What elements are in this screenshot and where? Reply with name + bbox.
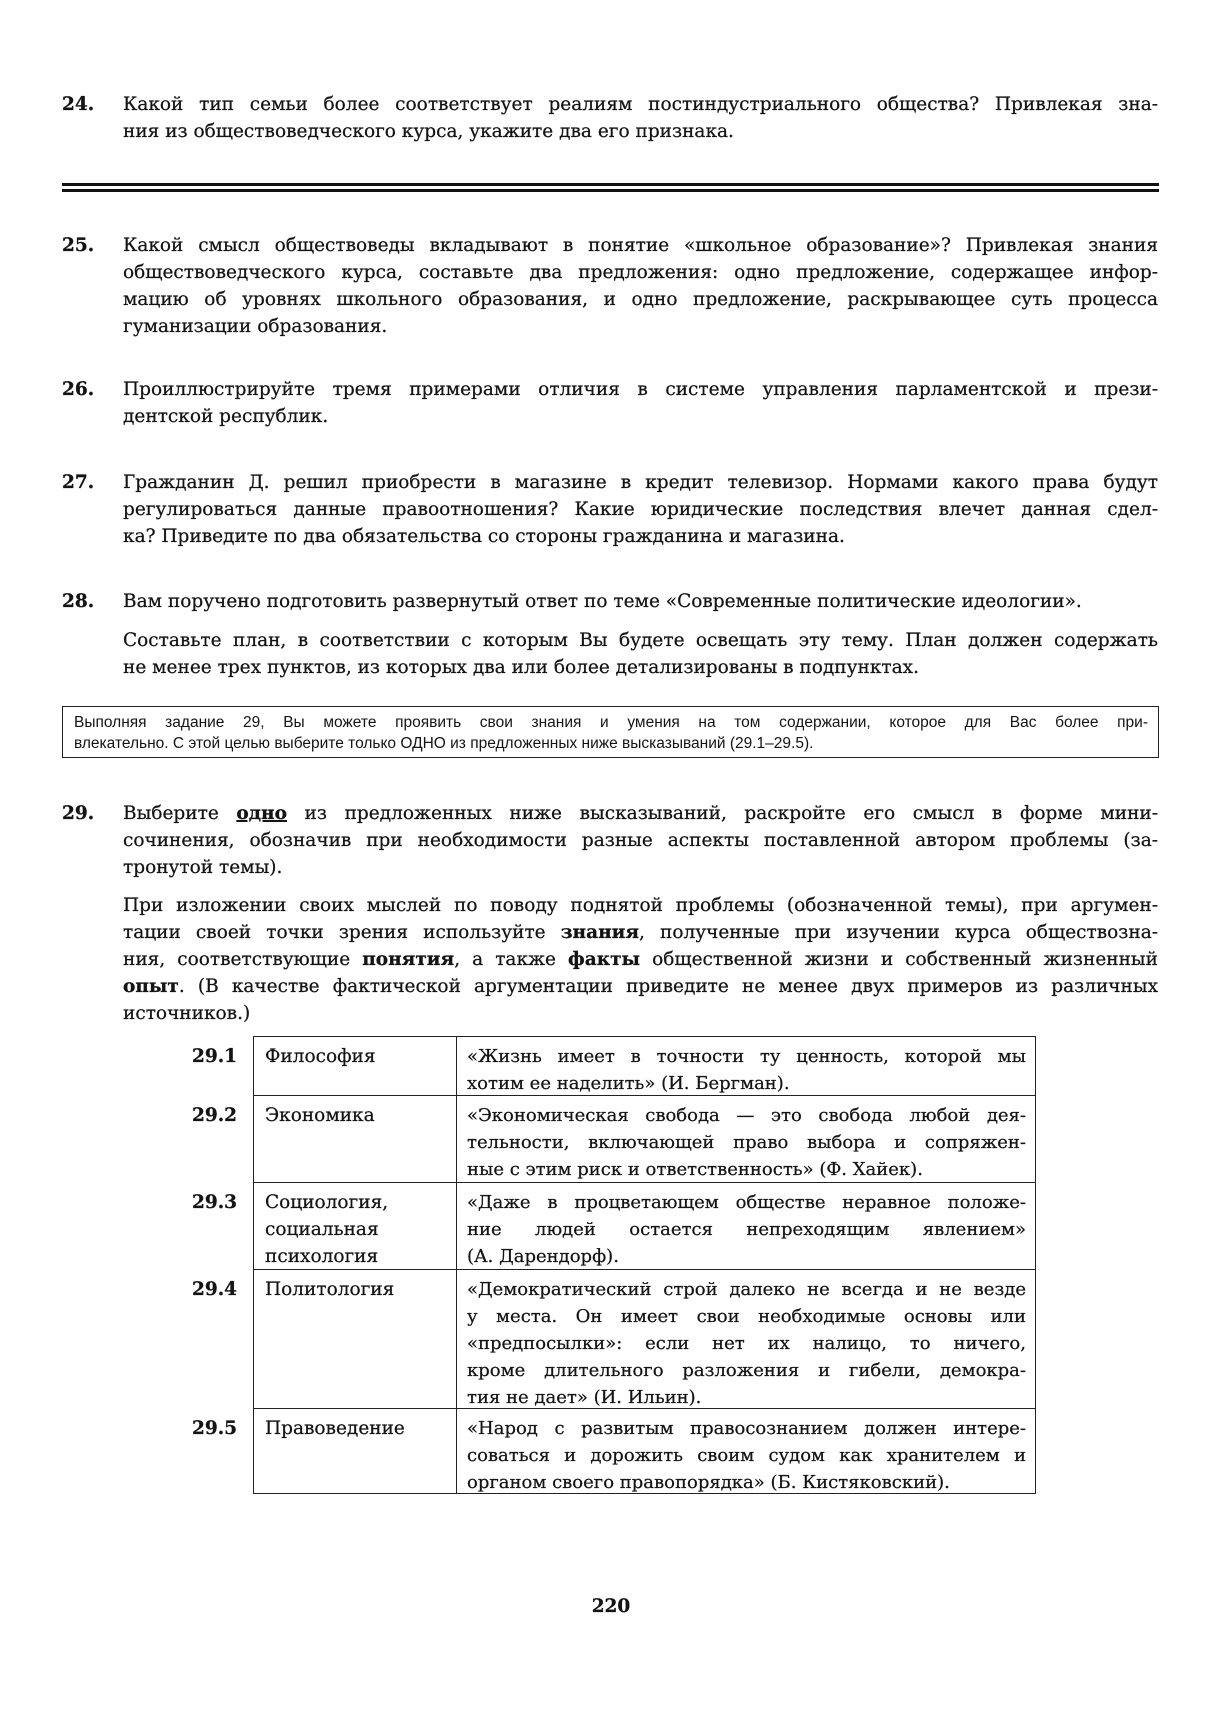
text-segment: «Демократический строй далеко не всегда и не везде [467,1279,1026,1300]
text-line [123,259,1158,286]
text-segment: мацию об уровнях школьного образования, и одно предложение, раскрывающее суть процесса [123,289,1158,310]
question-number: 27. [62,472,95,493]
text-line [123,919,1158,946]
text-segment: Гражданин Д. решил приобрести в магазине в кредит телевизор. Нормами какого права будут [123,472,1158,493]
question-number: 26. [62,379,95,400]
text-segment: ния, соответствующие [123,949,363,970]
text-line [467,1189,1026,1216]
text-segment: Экономика [265,1105,375,1126]
text-line [467,1156,1026,1183]
text-segment: ка? Приведите по два обязательства со стороны гражданина и магазина. [123,526,845,547]
text-segment: При изложении своих мыслей по поводу поднятой проблемы (обозначенной темы), при аргумен- [123,895,1158,916]
text-segment: влекательно. С этой целью выберите только ОДНО из предложенных ниже высказываний (29.1–29.5). [74,735,814,752]
text-line [265,1276,456,1303]
text-segment: «Жизнь имеет в точности ту ценность, которой мы [467,1046,1026,1067]
row-number: 29.3 [192,1192,238,1213]
text-line [123,232,1158,259]
text-line [123,91,1158,118]
paragraph [123,892,1158,1027]
text-line [123,118,1158,145]
quote-cell [457,1096,1035,1182]
text-line [265,1415,456,1442]
question-number: 24. [62,94,95,115]
text-line [123,854,1158,881]
text-line [123,800,1158,827]
bold-text: понятия [362,949,455,970]
text-segment: тия не дает» (И. Ильин). [467,1387,702,1408]
subject-cell [254,1409,457,1493]
question-number: 28. [62,591,95,612]
text-line [74,733,1148,754]
text-line [123,469,1158,496]
text-line [123,286,1158,313]
paragraph [123,627,1158,681]
question-number: 29. [62,803,95,824]
text-segment: соваться и дорожить своим судом как хранителем и [467,1445,1026,1466]
text-line [74,712,1148,733]
text-segment: источников.) [123,1003,251,1024]
paragraph [123,800,1158,881]
text-segment: не менее трех пунктов, из которых два или более детализированы в подпунктах. [123,657,919,678]
text-segment: хотим ее наделить» (И. Бергман). [467,1073,790,1094]
question-number: 25. [62,235,95,256]
text-line [123,946,1158,973]
table-row [192,1270,1036,1409]
text-segment: Какой тип семьи более соответствует реалиям постиндустриального общества? Привлекая зна- [123,94,1158,115]
question-29-instructions [123,892,1158,1027]
paragraph [74,712,1148,754]
text-line [467,1415,1026,1442]
quote-cell [457,1270,1035,1408]
text-line [123,827,1158,854]
text-segment: социальная [265,1219,379,1240]
text-segment: , а также [454,949,569,970]
subject-cell [254,1270,457,1408]
text-line [467,1469,1026,1496]
text-line [467,1216,1026,1243]
text-segment: (А. Дарендорф). [467,1246,619,1267]
text-segment: , полученные при изучении курса обществозна- [639,922,1158,943]
text-segment: дентской республик. [123,406,329,427]
question-26 [62,376,1158,430]
text-line [265,1243,456,1270]
text-segment: Выберите [123,803,237,824]
text-line [265,1216,456,1243]
subject-cell [254,1096,457,1182]
text-segment: «Экономическая свобода — это свобода любой дея- [467,1105,1026,1126]
text-segment: Выполняя задание 29, Вы можете проявить свои знания и умения на том содержании, которое для Вас более при- [74,714,1148,731]
page-number: 220 [591,1596,631,1617]
paragraph [123,588,1158,615]
text-segment: регулироваться данные правоотношения? Какие юридические последствия влечет данная сдел- [123,499,1158,520]
text-line [467,1330,1026,1357]
text-line [265,1102,456,1129]
row-number: 29.5 [192,1418,238,1439]
bold-text: опыт [123,976,179,997]
text-segment: ния из обществоведческого курса, укажите два его признака. [123,121,734,142]
text-segment: обществоведческого курса, составьте два предложения: одно предложение, содержащее инфор- [123,262,1158,283]
text-line [467,1043,1026,1070]
paragraph [123,376,1158,430]
row-number: 29.4 [192,1279,238,1300]
row-number: 29.2 [192,1105,238,1126]
table-row [192,1409,1036,1494]
text-line [123,1000,1158,1027]
text-segment: Проиллюстрируйте тремя примерами отличия в системе управления парламентской и прези- [123,379,1158,400]
bold-text: знания [560,922,640,943]
quote-cell [457,1037,1035,1095]
text-line [123,588,1158,615]
text-line [123,627,1158,654]
text-line [467,1357,1026,1384]
text-line [265,1043,456,1070]
text-line [467,1276,1026,1303]
text-segment: Политология [265,1279,395,1300]
subject-cell [254,1037,457,1095]
text-segment: Правоведение [265,1418,405,1439]
text-segment: сочинения, обозначив при необходимости разные аспекты поставленной автором проблемы (за- [123,830,1158,851]
text-segment: Вам поручено подготовить развернутый ответ по теме «Современные политические идеологии». [123,591,1082,612]
text-segment: «Народ с развитым правосознанием должен интере- [467,1418,1026,1439]
quote-cell [457,1409,1035,1493]
quote-cell [457,1183,1035,1269]
text-segment: . (В качестве фактической аргументации приведите не менее двух примеров из различных [178,976,1158,997]
text-segment: кроме длительного разложения и гибели, демокра- [467,1360,1026,1381]
text-line [265,1189,456,1216]
text-line [467,1243,1026,1270]
divider-line-bottom [62,189,1159,192]
text-segment: тельности, включающей право выбора и сопряжен- [467,1132,1026,1153]
text-line [123,523,1158,550]
table-row [192,1036,1036,1096]
row-number: 29.1 [192,1046,238,1067]
text-line [123,654,1158,681]
text-line [467,1070,1026,1097]
text-segment: Какой смысл обществоведы вкладывают в понятие «школьное образование»? Привлекая знания [123,235,1158,256]
question-29 [62,800,1158,881]
table-row [192,1096,1036,1183]
question-27 [62,469,1158,550]
text-segment: общественной жизни и собственный жизненный [640,949,1158,970]
bold-text: факты [568,949,641,970]
text-line [123,403,1158,430]
text-segment: Составьте план, в соответствии с которым Вы будете освещать эту тему. План должен содержать [123,630,1158,651]
table-row [192,1183,1036,1270]
underlined-text: одно [236,803,287,824]
text-line [123,313,1158,340]
text-line [467,1303,1026,1330]
text-segment: Философия [265,1046,376,1067]
question-28-instructions [123,627,1158,681]
text-segment: у места. Он имеет свои необходимые основы или [467,1306,1026,1327]
text-segment: гуманизации образования. [123,316,388,337]
text-segment: ные с этим риск и ответственность» (Ф. Хайек). [467,1159,923,1180]
text-line [123,973,1158,1000]
text-segment: психология [265,1246,379,1267]
text-line [467,1384,1026,1411]
text-segment: «предпосылки»: если нет их налицо, то ничего, [467,1333,1026,1354]
question-28 [62,588,1158,615]
subject-cell [254,1183,457,1269]
text-segment: ние людей остается непреходящим явлением» [467,1219,1026,1240]
text-line [123,376,1158,403]
text-line [123,496,1158,523]
text-segment: тронутой темы). [123,857,283,878]
paragraph [123,232,1158,340]
text-line [467,1442,1026,1469]
divider-line-top [62,183,1159,186]
instruction-note-box [62,706,1159,758]
text-segment: Социология, [265,1192,389,1213]
paragraph [123,469,1158,550]
text-segment: органом своего правопорядка» (Б. Кистяковский). [467,1472,950,1493]
question-25 [62,232,1158,340]
paragraph [123,91,1158,145]
text-line [123,892,1158,919]
text-line [467,1129,1026,1156]
text-segment: «Даже в процветающем обществе неравное положе- [467,1192,1026,1213]
text-line [467,1102,1026,1129]
question-24 [62,91,1158,145]
text-segment: из предложенных ниже высказываний, раскройте его смысл в форме мини- [286,803,1158,824]
text-segment: тации своей точки зрения используйте [123,922,561,943]
